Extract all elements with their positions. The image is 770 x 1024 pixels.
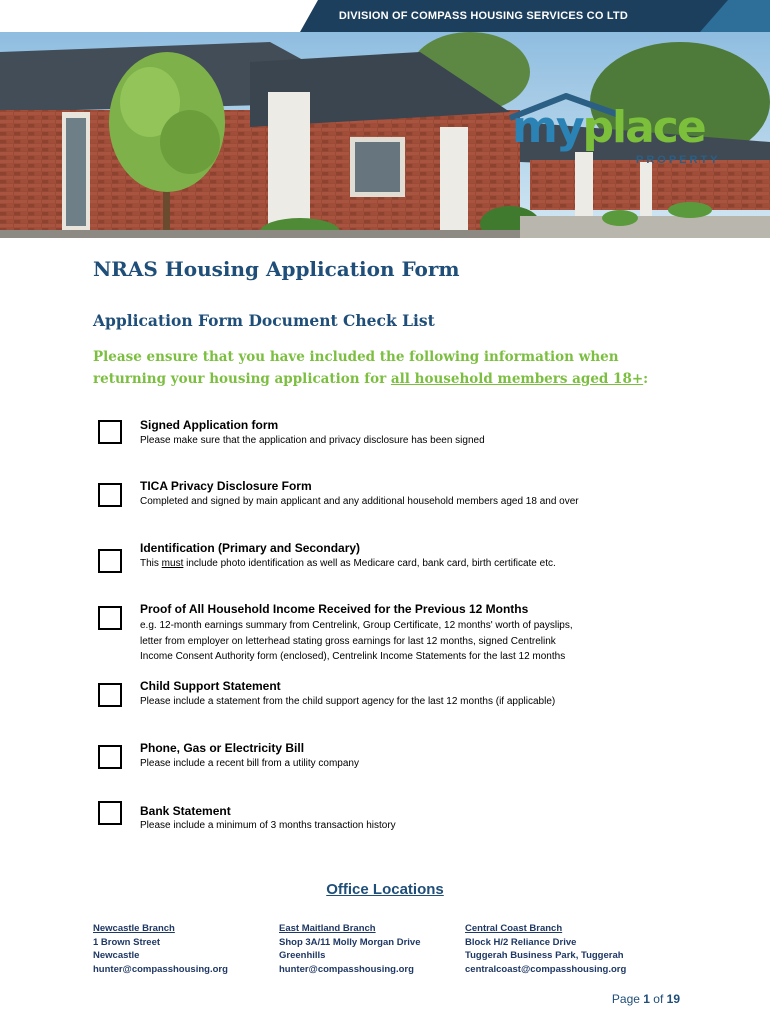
office-branch-name: East Maitland Branch — [279, 923, 376, 934]
item-desc: Please make sure that the application and privacy disclosure has been signed — [140, 435, 485, 446]
checkbox-identification[interactable] — [98, 549, 122, 573]
item-title: Bank Statement — [140, 804, 231, 818]
item-title: Signed Application form — [140, 418, 279, 432]
instruction-text — [93, 346, 713, 390]
instruction-line1: Please ensure that you have included the following information when — [93, 349, 619, 365]
logo-wordmark — [512, 102, 705, 153]
office-address1: Shop 3A/11 Molly Morgan Drive — [279, 936, 421, 948]
instruction-line2-prefix: returning your housing application for — [93, 371, 391, 387]
office-address2: Tuggerah Business Park, Tuggerah — [465, 950, 624, 961]
item-desc-underlined: must — [161, 558, 184, 569]
header-strip — [0, 0, 770, 36]
page-prefix: Page — [611, 992, 644, 1006]
item-title: Proof of All Household Income Received for the Previous 12 Months — [140, 602, 529, 616]
instruction-line2-underlined: all household members aged 18+ — [390, 371, 644, 387]
header-photo-banner — [0, 32, 770, 238]
logo-word-my: my — [512, 102, 583, 153]
checkbox-child-support[interactable] — [98, 683, 122, 707]
page-number — [612, 992, 680, 1006]
office-branch-name: Newcastle Branch — [93, 923, 175, 934]
item-desc-line2: letter from employer on letterhead stating gross earnings for last 12 months, signed Centrelink — [140, 635, 556, 647]
checkbox-household-income[interactable] — [98, 606, 122, 630]
checkbox-tica-privacy[interactable] — [98, 483, 122, 507]
page-title: NRAS Housing Application Form — [93, 257, 460, 281]
item-title: Phone, Gas or Electricity Bill — [140, 741, 305, 755]
page-total: 19 — [666, 992, 680, 1006]
instruction-line2-suffix: : — [643, 371, 649, 387]
office-email[interactable]: centralcoast@compasshousing.org — [465, 963, 627, 975]
item-desc: Please include a minimum of 3 months transaction history — [140, 820, 396, 831]
office-newcastle — [93, 922, 283, 976]
item-desc-suffix: include photo identification as well as Medicare card, bank card, birth certificate etc. — [183, 558, 556, 569]
item-desc — [140, 556, 680, 572]
office-branch-name: Central Coast Branch — [465, 923, 563, 934]
office-locations-heading: Office Locations — [326, 881, 444, 898]
item-title: TICA Privacy Disclosure Form — [140, 479, 312, 493]
item-desc — [140, 618, 680, 665]
office-east-maitland — [279, 922, 469, 976]
checkbox-signed-application[interactable] — [98, 420, 122, 444]
office-email[interactable]: hunter@compasshousing.org — [93, 963, 228, 975]
office-central-coast — [465, 922, 665, 976]
office-address2: Greenhills — [279, 950, 326, 961]
office-address1: 1 Brown Street — [93, 936, 161, 948]
item-desc-line3: Income Consent Authority form (enclosed), Centrelink Income Statements for the last 12 months — [140, 651, 566, 662]
office-email[interactable]: hunter@compasshousing.org — [279, 963, 414, 975]
myplace-logo — [506, 92, 736, 174]
item-desc-line1: e.g. 12-month earnings summary from Centrelink, Group Certificate, 12 months' worth of payslips, — [140, 620, 573, 631]
logo-word-property: PROPERTY — [636, 154, 721, 166]
page-of: of — [649, 992, 667, 1006]
office-address2: Newcastle — [93, 950, 140, 961]
item-desc: Please include a statement from the child support agency for the last 12 months (if applicable) — [140, 696, 556, 707]
page-subtitle: Application Form Document Check List — [93, 311, 435, 330]
item-desc: Please include a recent bill from a utility company — [140, 758, 359, 769]
division-text: DIVISION OF COMPASS HOUSING SERVICES CO LTD — [338, 10, 628, 22]
checkbox-utility-bill[interactable] — [98, 745, 122, 769]
item-desc-prefix: This — [140, 558, 162, 569]
item-title: Child Support Statement — [140, 679, 281, 693]
checkbox-bank-statement[interactable] — [98, 801, 122, 825]
office-address1: Block H/2 Reliance Drive — [465, 936, 577, 948]
page-current: 1 — [643, 992, 650, 1006]
logo-word-place: place — [582, 102, 705, 153]
item-title: Identification (Primary and Secondary) — [140, 541, 361, 555]
item-desc: Completed and signed by main applicant and any additional household members aged 18 and over — [140, 496, 579, 507]
